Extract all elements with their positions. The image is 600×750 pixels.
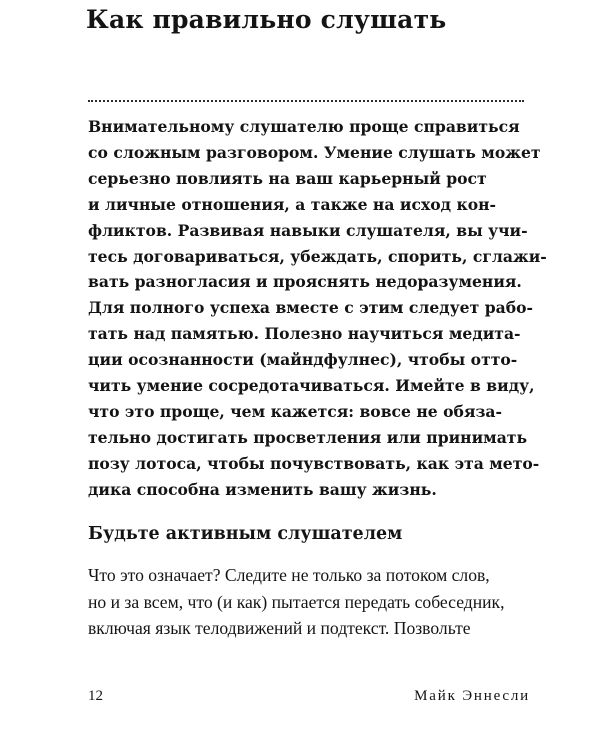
lead-line: вать разногласия и прояснять недоразумения. [88,272,522,292]
lead-line: что это проще, чем кажется: вовсе не обяза- [88,401,502,421]
lead-line: серьезно повлиять на ваш карьерный рост [88,168,487,188]
lead-paragraph [88,114,547,503]
body-line: но и за всем, что (и как) пытается передать собеседник, [88,591,505,612]
lead-line: ции осознанности (майндфулнес), чтобы отто- [88,350,518,370]
lead-line: тать над памятью. Полезно научиться медита- [88,324,521,344]
lead-line: дика способна изменить вашу жизнь. [88,479,437,499]
lead-line: со сложным разговором. Умение слушать может [88,142,541,162]
lead-line: Внимательному слушателю проще справиться [88,117,520,136]
page-number: 12 [88,688,103,704]
lead-line: тельно достигать просветления или принимать [88,427,528,447]
lead-line: позу лотоса, чтобы почувствовать, как эта мето- [88,453,540,473]
body-line: Что это означает? Следите не только за потоком слов, [88,565,490,585]
body-line: включая язык телодвижений и подтекст. Позвольте [88,618,471,638]
section-body [88,562,533,642]
page-title: Как правильно слушать [86,5,447,34]
running-footer-author: Майк Эннесли [414,688,530,704]
lead-line: чить умение сосредотачиваться. Имейте в виду, [88,376,535,396]
lead-line: и личные отношения, а также на исход кон- [88,194,497,214]
lead-line: тесь договариваться, убеждать, спорить, сглажи- [88,246,547,266]
section-heading: Будьте активным слушателем [88,524,403,544]
lead-line: фликтов. Развивая навыки слушателя, вы учи- [88,220,528,240]
lead-line: Для полного успеха вместе с этим следует рабо- [88,298,533,318]
dotted-divider [88,100,524,102]
